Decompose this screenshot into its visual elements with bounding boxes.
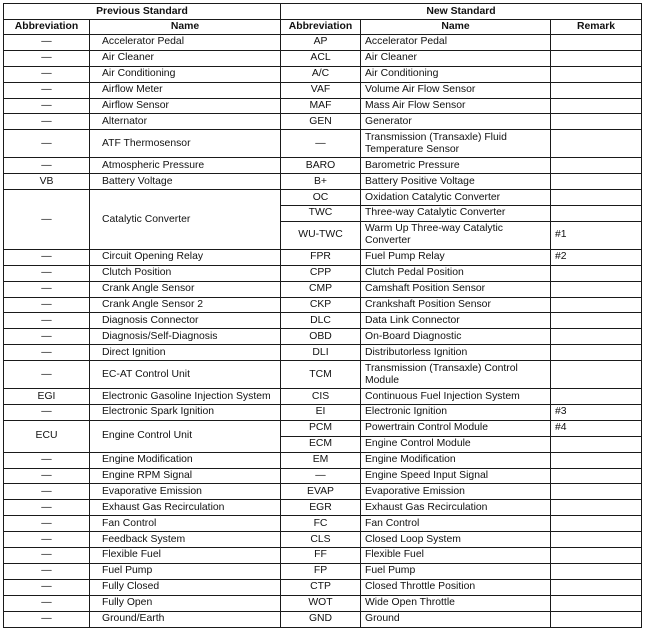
new-name-cell: Closed Throttle Position: [361, 579, 551, 595]
prev-abbreviation-cell: —: [4, 579, 90, 595]
prev-abbreviation-cell: —: [4, 98, 90, 114]
new-name-column-header: Name: [361, 20, 551, 35]
prev-name-cell: Feedback System: [90, 532, 281, 548]
new-abbreviation-cell: GND: [281, 611, 361, 627]
new-abbreviation-cell: EGR: [281, 500, 361, 516]
new-name-cell: Wide Open Throttle: [361, 595, 551, 611]
table-row: [4, 345, 642, 361]
prev-name-cell: ATF Thermosensor: [90, 130, 281, 158]
new-name-cell: Crankshaft Position Sensor: [361, 297, 551, 313]
new-name-cell: Barometric Pressure: [361, 158, 551, 174]
remark-cell: [551, 130, 642, 158]
table-row: [4, 66, 642, 82]
table-row: [4, 532, 642, 548]
prev-abbreviation-cell: —: [4, 500, 90, 516]
remark-cell: #4: [551, 420, 642, 436]
remark-cell: [551, 548, 642, 564]
prev-name-cell: Fully Open: [90, 595, 281, 611]
prev-name-cell: Evaporative Emission: [90, 484, 281, 500]
table-row: [4, 130, 642, 158]
prev-name-cell: Flexible Fuel: [90, 548, 281, 564]
new-name-cell: Transmission (Transaxle) Control Module: [361, 361, 551, 389]
prev-name-cell: Diagnosis Connector: [90, 313, 281, 329]
new-abbreviation-cell: BARO: [281, 158, 361, 174]
prev-abbreviation-cell: —: [4, 405, 90, 421]
remark-cell: [551, 345, 642, 361]
remark-cell: [551, 452, 642, 468]
table-row: [4, 297, 642, 313]
prev-abbreviation-cell: —: [4, 611, 90, 627]
prev-abbreviation-cell: —: [4, 130, 90, 158]
new-abbreviation-cell: WU-TWC: [281, 221, 361, 249]
new-abbreviation-cell: WOT: [281, 595, 361, 611]
new-abbreviation-cell: CLS: [281, 532, 361, 548]
new-abbreviation-column-header: Abbreviation: [281, 20, 361, 35]
prev-abbreviation-cell: —: [4, 532, 90, 548]
new-name-cell: Electronic Ignition: [361, 405, 551, 421]
new-name-cell: Closed Loop System: [361, 532, 551, 548]
new-abbreviation-cell: FPR: [281, 249, 361, 265]
new-name-cell: Data Link Connector: [361, 313, 551, 329]
new-abbreviation-cell: ECM: [281, 436, 361, 452]
new-abbreviation-cell: OC: [281, 190, 361, 206]
new-standard-header: New Standard: [281, 4, 642, 20]
table-row: [4, 611, 642, 627]
new-name-cell: Camshaft Position Sensor: [361, 281, 551, 297]
remark-cell: [551, 579, 642, 595]
table-row: [4, 281, 642, 297]
remark-cell: [551, 389, 642, 405]
new-name-cell: Ground: [361, 611, 551, 627]
abbreviation-table: [3, 3, 642, 628]
new-abbreviation-cell: ACL: [281, 50, 361, 66]
prev-name-cell: Circuit Opening Relay: [90, 249, 281, 265]
table-row: [4, 484, 642, 500]
new-abbreviation-cell: GEN: [281, 114, 361, 130]
table-row: [4, 158, 642, 174]
table-body: [4, 35, 642, 628]
prev-abbreviation-cell: —: [4, 265, 90, 281]
table-row: [4, 452, 642, 468]
prev-name-cell: Direct Ignition: [90, 345, 281, 361]
new-name-cell: Air Conditioning: [361, 66, 551, 82]
prev-abbreviation-cell: —: [4, 361, 90, 389]
table-row: [4, 82, 642, 98]
table-row: [4, 563, 642, 579]
prev-abbreviation-cell: EGI: [4, 389, 90, 405]
new-name-cell: Clutch Pedal Position: [361, 265, 551, 281]
remark-cell: [551, 563, 642, 579]
prev-name-cell: Crank Angle Sensor 2: [90, 297, 281, 313]
previous-standard-header: Previous Standard: [4, 4, 281, 20]
remark-cell: [551, 174, 642, 190]
prev-name-cell: Electronic Spark Ignition: [90, 405, 281, 421]
new-name-cell: Engine Modification: [361, 452, 551, 468]
new-name-cell: Transmission (Transaxle) Fluid Temperature Sensor: [361, 130, 551, 158]
prev-name-cell: Crank Angle Sensor: [90, 281, 281, 297]
prev-abbreviation-cell: —: [4, 548, 90, 564]
table-row: [4, 265, 642, 281]
remark-cell: [551, 468, 642, 484]
prev-abbreviation-cell: —: [4, 66, 90, 82]
remark-cell: #1: [551, 221, 642, 249]
table-header: [4, 4, 642, 35]
prev-name-cell: Alternator: [90, 114, 281, 130]
prev-name-cell: EC-AT Control Unit: [90, 361, 281, 389]
prev-abbreviation-cell: —: [4, 114, 90, 130]
table-row: [4, 405, 642, 421]
prev-name-cell: Ground/Earth: [90, 611, 281, 627]
remark-cell: [551, 190, 642, 206]
prev-abbreviation-cell: —: [4, 297, 90, 313]
new-name-cell: Volume Air Flow Sensor: [361, 82, 551, 98]
new-abbreviation-cell: VAF: [281, 82, 361, 98]
prev-abbreviation-cell: —: [4, 563, 90, 579]
prev-name-cell: Airflow Meter: [90, 82, 281, 98]
new-abbreviation-cell: —: [281, 468, 361, 484]
new-abbreviation-cell: DLI: [281, 345, 361, 361]
remark-cell: [551, 265, 642, 281]
prev-name-cell: Fan Control: [90, 516, 281, 532]
table-row: [4, 174, 642, 190]
prev-name-cell: Accelerator Pedal: [90, 35, 281, 51]
prev-name-column-header: Name: [90, 20, 281, 35]
prev-abbreviation-cell: —: [4, 452, 90, 468]
table-row: [4, 595, 642, 611]
new-abbreviation-cell: FP: [281, 563, 361, 579]
prev-abbreviation-cell: —: [4, 345, 90, 361]
remark-cell: [551, 206, 642, 222]
new-abbreviation-cell: TCM: [281, 361, 361, 389]
new-abbreviation-cell: —: [281, 130, 361, 158]
new-name-cell: Exhaust Gas Recirculation: [361, 500, 551, 516]
table-row: [4, 249, 642, 265]
remark-cell: [551, 66, 642, 82]
new-name-cell: Battery Positive Voltage: [361, 174, 551, 190]
remark-cell: [551, 361, 642, 389]
table-row: [4, 516, 642, 532]
new-abbreviation-cell: EVAP: [281, 484, 361, 500]
prev-name-cell: Airflow Sensor: [90, 98, 281, 114]
remark-cell: [551, 82, 642, 98]
prev-name-cell: Engine Control Unit: [90, 420, 281, 452]
table-row: [4, 389, 642, 405]
new-name-cell: Mass Air Flow Sensor: [361, 98, 551, 114]
table-row: [4, 98, 642, 114]
new-abbreviation-cell: PCM: [281, 420, 361, 436]
new-name-cell: Engine Speed Input Signal: [361, 468, 551, 484]
prev-abbreviation-cell: —: [4, 281, 90, 297]
prev-abbreviation-cell: —: [4, 329, 90, 345]
prev-abbreviation-cell: VB: [4, 174, 90, 190]
table-row: [4, 548, 642, 564]
table-row: [4, 500, 642, 516]
new-abbreviation-cell: DLC: [281, 313, 361, 329]
new-name-cell: Three-way Catalytic Converter: [361, 206, 551, 222]
remark-cell: [551, 297, 642, 313]
new-abbreviation-cell: CTP: [281, 579, 361, 595]
remark-column-header: Remark: [551, 20, 642, 35]
prev-name-cell: Diagnosis/Self-Diagnosis: [90, 329, 281, 345]
remark-cell: [551, 611, 642, 627]
prev-name-cell: Air Conditioning: [90, 66, 281, 82]
new-name-cell: Distributorless Ignition: [361, 345, 551, 361]
table-row: [4, 114, 642, 130]
new-name-cell: Oxidation Catalytic Converter: [361, 190, 551, 206]
new-name-cell: Engine Control Module: [361, 436, 551, 452]
prev-abbreviation-cell: —: [4, 50, 90, 66]
prev-name-cell: Clutch Position: [90, 265, 281, 281]
new-name-cell: Powertrain Control Module: [361, 420, 551, 436]
prev-name-cell: Electronic Gasoline Injection System: [90, 389, 281, 405]
new-name-cell: Accelerator Pedal: [361, 35, 551, 51]
remark-cell: [551, 329, 642, 345]
prev-abbreviation-cell: —: [4, 595, 90, 611]
remark-cell: [551, 158, 642, 174]
remark-cell: [551, 436, 642, 452]
prev-name-cell: Fully Closed: [90, 579, 281, 595]
prev-name-cell: Fuel Pump: [90, 563, 281, 579]
table-row: [4, 313, 642, 329]
new-abbreviation-cell: AP: [281, 35, 361, 51]
new-name-cell: Warm Up Three-way Catalytic Converter: [361, 221, 551, 249]
remark-cell: [551, 114, 642, 130]
new-name-cell: Evaporative Emission: [361, 484, 551, 500]
table-row: [4, 579, 642, 595]
new-abbreviation-cell: CIS: [281, 389, 361, 405]
prev-name-cell: Engine RPM Signal: [90, 468, 281, 484]
remark-cell: #3: [551, 405, 642, 421]
remark-cell: [551, 313, 642, 329]
prev-name-cell: Battery Voltage: [90, 174, 281, 190]
prev-abbreviation-cell: —: [4, 35, 90, 51]
remark-cell: [551, 595, 642, 611]
table-row: [4, 190, 642, 206]
new-name-cell: Air Cleaner: [361, 50, 551, 66]
prev-abbreviation-cell: —: [4, 190, 90, 250]
prev-abbreviation-cell: —: [4, 516, 90, 532]
new-name-cell: On-Board Diagnostic: [361, 329, 551, 345]
new-abbreviation-cell: OBD: [281, 329, 361, 345]
table-row: [4, 329, 642, 345]
prev-abbreviation-cell: —: [4, 484, 90, 500]
table-row: [4, 361, 642, 389]
new-name-cell: Fuel Pump Relay: [361, 249, 551, 265]
new-abbreviation-cell: EI: [281, 405, 361, 421]
table-row: [4, 50, 642, 66]
remark-cell: [551, 484, 642, 500]
new-abbreviation-cell: EM: [281, 452, 361, 468]
remark-cell: [551, 500, 642, 516]
prev-abbreviation-cell: —: [4, 82, 90, 98]
prev-name-cell: Air Cleaner: [90, 50, 281, 66]
new-name-cell: Fuel Pump: [361, 563, 551, 579]
new-name-cell: Generator: [361, 114, 551, 130]
prev-name-cell: Engine Modification: [90, 452, 281, 468]
new-name-cell: Flexible Fuel: [361, 548, 551, 564]
abbreviation-document: [3, 3, 641, 628]
prev-abbreviation-cell: —: [4, 468, 90, 484]
table-row: [4, 35, 642, 51]
new-abbreviation-cell: TWC: [281, 206, 361, 222]
prev-abbreviation-cell: —: [4, 158, 90, 174]
new-abbreviation-cell: FF: [281, 548, 361, 564]
new-abbreviation-cell: CKP: [281, 297, 361, 313]
table-row: [4, 468, 642, 484]
prev-name-cell: Exhaust Gas Recirculation: [90, 500, 281, 516]
remark-cell: [551, 35, 642, 51]
table-row: [4, 420, 642, 436]
new-abbreviation-cell: CPP: [281, 265, 361, 281]
new-name-cell: Continuous Fuel Injection System: [361, 389, 551, 405]
remark-cell: [551, 50, 642, 66]
new-abbreviation-cell: A/C: [281, 66, 361, 82]
remark-cell: [551, 516, 642, 532]
remark-cell: [551, 98, 642, 114]
prev-abbreviation-cell: ECU: [4, 420, 90, 452]
remark-cell: #2: [551, 249, 642, 265]
remark-cell: [551, 281, 642, 297]
remark-cell: [551, 532, 642, 548]
prev-name-cell: Atmospheric Pressure: [90, 158, 281, 174]
new-abbreviation-cell: B+: [281, 174, 361, 190]
prev-abbreviation-cell: —: [4, 313, 90, 329]
prev-abbreviation-cell: —: [4, 249, 90, 265]
prev-name-cell: Catalytic Converter: [90, 190, 281, 250]
prev-abbreviation-column-header: Abbreviation: [4, 20, 90, 35]
new-abbreviation-cell: MAF: [281, 98, 361, 114]
new-name-cell: Fan Control: [361, 516, 551, 532]
new-abbreviation-cell: CMP: [281, 281, 361, 297]
new-abbreviation-cell: FC: [281, 516, 361, 532]
